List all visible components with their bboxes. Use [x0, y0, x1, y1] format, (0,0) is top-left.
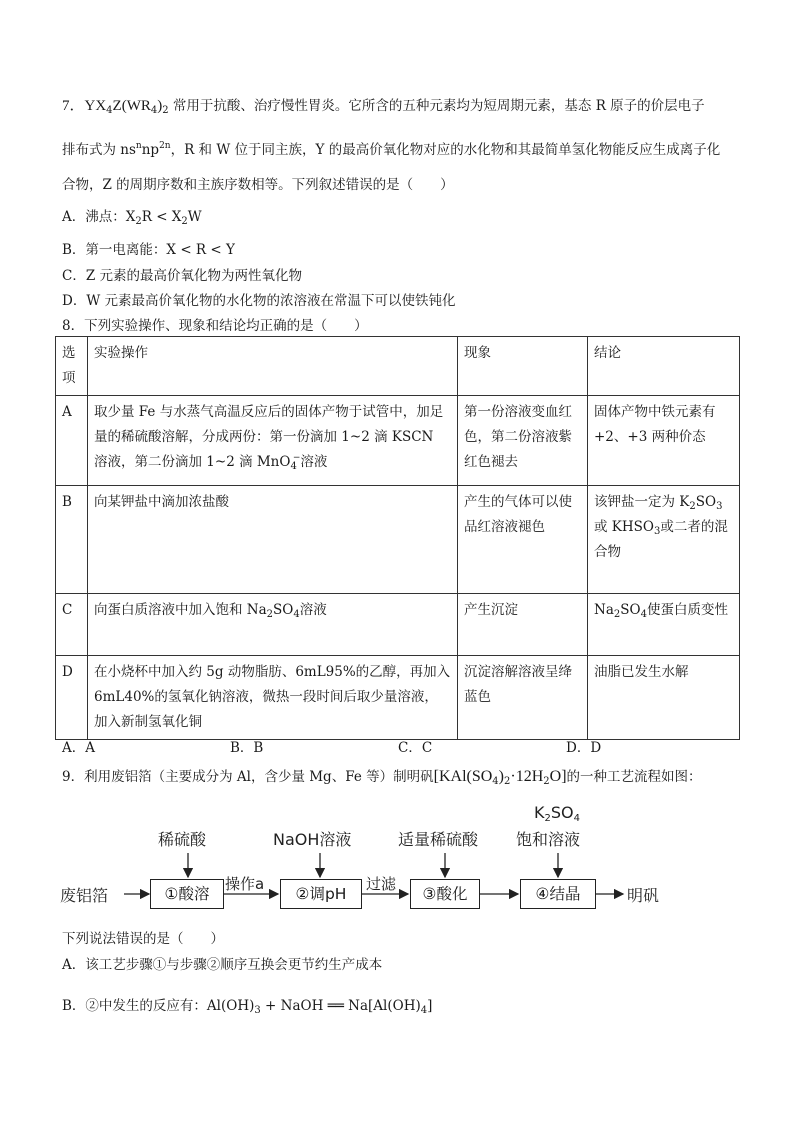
q9-stem: 9．利用废铝箔（主要成分为 Al，含少量 Mg、Fe 等）制明矾$[KAl(SO_4)_2\cdot 12H_2O]$的一种工艺流程如图：: [62, 768, 702, 787]
q7-option-a: A．沸点：$X_2R < X_2W$: [62, 209, 202, 227]
experiment-table: [55, 336, 740, 740]
connector-operation-a: 操作a: [225, 875, 265, 893]
q8-stem: 8．下列实验操作、现象和结论均正确的是（ ）: [62, 318, 368, 334]
header-operation: 实验操作: [88, 337, 458, 396]
q9-option-a: A．该工艺步骤①与步骤②顺序互换会更节约生产成本: [62, 957, 383, 973]
step-adjust-ph: ②调pH: [280, 879, 362, 909]
q7-line-1: 7．$YX_4Z(WR_4)_2$ 常用于抗酸、治疗慢性胃炎。它所含的五种元素均为短周期元素，基态 R 原子的价层电子: [62, 98, 705, 116]
step-crystallize: ④结晶: [520, 879, 596, 909]
header-conclusion: 结论: [588, 337, 740, 396]
reagent-k2so4-formula: $K_2SO_4$: [534, 803, 580, 824]
reagent-dilute-sulfuric: 稀硫酸: [158, 830, 207, 849]
q8-option-c: C．C: [398, 740, 433, 756]
connector-filter: 过滤: [366, 875, 397, 893]
q7-option-d: D．W 元素最高价氧化物的水化物的浓溶液在常温下可以使铁钝化: [62, 293, 456, 309]
q9-sub-stem: 下列说法错误的是（ ）: [62, 931, 224, 947]
reagent-saturated-solution: 饱和溶液: [516, 830, 581, 849]
table-row: A 取少量 Fe 与水蒸气高温反应后的固体产物于试管中，加足量的稀硫酸溶解，分成两份：第一份滴加 1~2 滴 KSCN 溶液，第二份滴加 1~2 滴 MnO$_4$−溶液 第一份溶液变血红色，第二份溶液紫红色褪去 固体产物中铁元素有+2、+3 两种价态: [56, 396, 740, 486]
q7-option-b: B．第一电离能：X < R < Y: [62, 242, 235, 258]
q8-options: [62, 736, 742, 756]
flow-end-label: 明矾: [627, 886, 660, 905]
table-row: B 向某钾盐中滴加浓盐酸 产生的气体可以使品红溶液褪色 该钾盐一定为 $K_2SO_3$或 $KHSO_3$或二者的混合物: [56, 486, 740, 594]
reagent-naoh: NaOH溶液: [273, 830, 352, 849]
q8-option-b: B．B: [230, 740, 264, 756]
flow-start-label: 废铝箔: [60, 886, 109, 905]
q7-line-3: 合物，Z 的周期序数和主族序数相等。下列叙述错误的是（ ）: [62, 177, 454, 193]
reagent-sulfuric-appropriate: 适量稀硫酸: [398, 830, 479, 849]
q7-option-c: C．Z 元素的最高价氧化物为两性氧化物: [62, 268, 303, 284]
q7-line-2: 排布式为 $ns^nnp^{2n}$，R 和 W 位于同主族，Y 的最高价氧化物对应的水化物和其最简单氢化物能反应生成离子化: [62, 141, 721, 158]
step-acidify: ③酸化: [410, 879, 480, 909]
header-option: 选项: [56, 337, 88, 396]
q8-option-d: D．D: [566, 740, 602, 756]
q8-option-a: A．A: [62, 740, 95, 756]
header-phenomenon: 现象: [458, 337, 588, 396]
q9-option-b: B．②中发生的反应有：$Al(OH)_3$ + NaOH ══ $Na[Al(OH)_4]$: [62, 998, 433, 1016]
table-row: D 在小烧杯中加入约 5g 动物脂肪、6mL95%的乙醇，再加入 6mL40%的氢氧化钠溶液，微热一段时间后取少量溶液，加入新制氢氧化铜 沉淀溶解溶液呈绛蓝色 油脂已发生水解: [56, 656, 740, 740]
table-row: C 向蛋白质溶液中加入饱和 $Na_2SO_4$溶液 产生沉淀 $Na_2SO_4$使蛋白质变性: [56, 594, 740, 656]
table-header-row: [56, 337, 740, 396]
process-flow-diagram: [60, 797, 700, 922]
step-acid-dissolve: ①酸溶: [150, 879, 224, 909]
